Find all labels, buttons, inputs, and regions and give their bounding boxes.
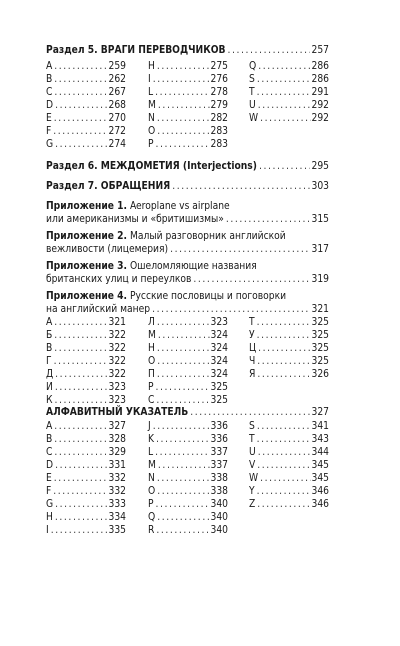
letter-page-number: 329 (108, 447, 126, 458)
alphabetical-index-letters (46, 420, 329, 540)
letter-label: M (148, 100, 156, 111)
appendix-4-letter-entry[interactable] (46, 329, 126, 342)
letter-page-number: 324 (210, 330, 228, 341)
index-letter-entry[interactable] (148, 485, 228, 498)
appendix-3-page: 319 (311, 274, 329, 285)
index-letter-entry[interactable] (249, 420, 329, 433)
letter-page-number: 324 (210, 343, 228, 354)
index-letter-entry[interactable] (148, 498, 228, 511)
appendix-4-letter-entry[interactable] (148, 381, 228, 394)
section-7-page: 303 (311, 181, 329, 192)
letter-page-number: 328 (108, 434, 126, 445)
letter-page-number: 279 (210, 100, 228, 111)
appendix-1-page: 315 (311, 214, 329, 225)
letter-page-number: 274 (108, 139, 126, 150)
letter-label: B (46, 434, 53, 445)
letter-label: W (249, 473, 259, 484)
letter-page-number: 286 (311, 74, 329, 85)
index-letter-entry[interactable] (148, 524, 228, 537)
letter-label: W (249, 113, 259, 124)
index-letter-entry[interactable] (249, 459, 329, 472)
section-5-letter-entry[interactable] (148, 112, 228, 125)
letter-label: D (46, 460, 54, 471)
index-letter-entry[interactable] (249, 472, 329, 485)
letter-label: L (148, 87, 154, 98)
appendix-4-letter-entry[interactable] (46, 368, 126, 381)
section-5-letter-entry[interactable] (46, 99, 126, 112)
letter-label: Я (249, 369, 256, 380)
letter-label: Д (46, 369, 54, 380)
appendix-3-title-line1: Ошеломляющие названия (129, 261, 257, 272)
letter-page-number: 343 (311, 434, 329, 445)
letter-label: G (46, 139, 54, 150)
letter-label: V (249, 460, 256, 471)
letter-label: I (46, 525, 49, 536)
appendix-4-letter-entry[interactable] (46, 342, 126, 355)
section-5-letter-entry[interactable] (148, 125, 228, 138)
letter-label: U (249, 100, 256, 111)
appendix-2-title-line2: вежливости (лицемерия) (46, 244, 169, 255)
letter-label: P (148, 139, 154, 150)
letter-page-number: 335 (108, 525, 126, 536)
index-letter-entry[interactable] (249, 433, 329, 446)
appendix-2-title-line1: Малый разговорник английской (129, 231, 286, 242)
toc-entry-appendix-1[interactable] (46, 200, 230, 213)
letter-label: У (249, 330, 255, 341)
appendix-4-letter-entry[interactable] (148, 329, 228, 342)
appendix-4-letter-entry[interactable] (249, 316, 329, 329)
section-5-letter-entry[interactable] (46, 86, 126, 99)
appendix-3-label: Приложение 3. (46, 261, 128, 272)
letter-page-number: 283 (210, 126, 228, 137)
letter-page-number: 338 (210, 486, 228, 497)
letter-page-number: 291 (311, 87, 329, 98)
letter-label: Q (249, 61, 257, 72)
section-5-letter-entry[interactable] (46, 125, 126, 138)
letter-label: E (46, 473, 52, 484)
letter-label: Т (249, 317, 255, 328)
index-letter-entry[interactable] (249, 498, 329, 511)
section-5-letter-entry[interactable] (148, 60, 228, 73)
letter-page-number: 321 (108, 317, 126, 328)
index-letter-entry[interactable] (46, 446, 126, 459)
index-letter-entry[interactable] (148, 433, 228, 446)
toc-entry-appendix-1-line2 (46, 213, 329, 226)
appendix-4-letter-entry[interactable] (46, 316, 126, 329)
appendix-4-label: Приложение 4. (46, 291, 128, 302)
appendix-4-letter-entry[interactable] (148, 342, 228, 355)
letter-label: M (148, 460, 156, 471)
letter-page-number: 340 (210, 512, 228, 523)
letter-label: H (148, 61, 155, 72)
appendix-4-letter-entry[interactable] (46, 355, 126, 368)
letter-label: N (148, 113, 155, 124)
letter-label: T (249, 87, 255, 98)
letter-label: P (148, 499, 154, 510)
section-5-letter-entry[interactable] (148, 73, 228, 86)
letter-label: И (46, 382, 53, 393)
letter-page-number: 341 (311, 421, 329, 432)
index-title: АЛФАВИТНЫЙ УКАЗАТЕЛЬ (46, 407, 189, 418)
letter-label: Л (148, 317, 155, 328)
letter-page-number: 270 (108, 113, 126, 124)
letter-page-number: 326 (311, 369, 329, 380)
index-letter-entry[interactable] (249, 485, 329, 498)
letter-page-number: 331 (108, 460, 126, 471)
index-letter-entry[interactable] (148, 459, 228, 472)
letter-label: A (46, 61, 53, 72)
index-letter-entry[interactable] (46, 433, 126, 446)
appendix-4-letter-index (46, 316, 329, 411)
appendix-4-letter-entry[interactable] (148, 355, 228, 368)
section-5-page: 257 (311, 45, 329, 56)
index-letter-entry[interactable] (46, 420, 126, 433)
letter-page-number: 292 (311, 100, 329, 111)
letter-label: E (46, 113, 52, 124)
letter-page-number: 333 (108, 499, 126, 510)
index-letter-entry[interactable] (46, 511, 126, 524)
section-6-title: Раздел 6. МЕЖДОМЕТИЯ (Interjections) (46, 161, 257, 172)
index-letter-entry[interactable] (46, 485, 126, 498)
letter-page-number: 325 (311, 317, 329, 328)
letter-page-number: 340 (210, 525, 228, 536)
toc-entry-appendix-3[interactable] (46, 260, 257, 273)
appendix-4-letter-entry[interactable] (249, 355, 329, 368)
letter-label: B (46, 74, 53, 85)
letter-page-number: 324 (210, 356, 228, 367)
letter-label: C (46, 87, 53, 98)
letter-page-number: 322 (108, 356, 126, 367)
section-5-letter-entry[interactable] (46, 73, 126, 86)
letter-page-number: 345 (311, 460, 329, 471)
appendix-4-title-line1: Русские пословицы и поговорки (129, 291, 287, 302)
letter-label: U (249, 447, 256, 458)
section-5-letter-entry[interactable] (249, 99, 329, 112)
letter-page-number: 336 (210, 434, 228, 445)
toc-entry-appendix-3-line2 (46, 273, 329, 286)
section-5-letter-entry[interactable] (148, 138, 228, 151)
toc-entry-appendix-4-line2 (46, 303, 329, 316)
letter-page-number: 334 (108, 512, 126, 523)
letter-page-number: 325 (311, 330, 329, 341)
appendix-4-letter-entry[interactable] (46, 381, 126, 394)
letter-label: Ц (249, 343, 257, 354)
index-letter-entry[interactable] (46, 524, 126, 537)
toc-entry-appendix-4[interactable] (46, 290, 286, 303)
letter-page-number: 323 (210, 317, 228, 328)
toc-entry-section-6[interactable] (46, 160, 329, 173)
index-page: 327 (311, 407, 329, 418)
letter-label: Q (148, 512, 156, 523)
letter-label: Н (148, 343, 155, 354)
index-letter-entry[interactable] (148, 420, 228, 433)
letter-page-number: 325 (311, 343, 329, 354)
letter-label: O (148, 486, 156, 497)
letter-label: S (249, 74, 255, 85)
toc-entry-section-5[interactable] (46, 44, 329, 57)
appendix-4-title-line2: на английский манер (46, 304, 151, 315)
letter-label: Р (148, 382, 154, 393)
letter-page-number: 337 (210, 460, 228, 471)
appendix-4-letter-entry[interactable] (249, 329, 329, 342)
letter-label: А (46, 317, 53, 328)
index-letter-entry[interactable] (249, 446, 329, 459)
letter-label: S (249, 421, 255, 432)
letter-label: D (46, 100, 54, 111)
letter-page-number: 276 (210, 74, 228, 85)
letter-page-number: 336 (210, 421, 228, 432)
letter-page-number: 346 (311, 499, 329, 510)
letter-label: К (46, 395, 53, 406)
letter-page-number: 268 (108, 100, 126, 111)
letter-page-number: 322 (108, 343, 126, 354)
index-letter-entry[interactable] (46, 498, 126, 511)
letter-label: М (148, 330, 156, 341)
appendix-4-letter-entry[interactable] (148, 316, 228, 329)
section-5-letter-entry[interactable] (148, 86, 228, 99)
letter-label: С (148, 395, 155, 406)
letter-page-number: 324 (210, 369, 228, 380)
letter-page-number: 323 (108, 382, 126, 393)
section-5-letter-index (46, 60, 329, 155)
appendix-4-letter-entry[interactable] (148, 368, 228, 381)
letter-label: K (148, 434, 155, 445)
index-letter-entry[interactable] (148, 511, 228, 524)
letter-label: R (148, 525, 155, 536)
letter-label: Ч (249, 356, 256, 367)
letter-page-number: 275 (210, 61, 228, 72)
section-5-letter-entry[interactable] (249, 86, 329, 99)
letter-label: N (148, 473, 155, 484)
letter-page-number: 340 (210, 499, 228, 510)
letter-page-number: 332 (108, 486, 126, 497)
letter-label: T (249, 434, 255, 445)
letter-label: Y (249, 486, 255, 497)
letter-label: О (148, 356, 156, 367)
letter-page-number: 325 (311, 356, 329, 367)
toc-entry-appendix-2[interactable] (46, 230, 286, 243)
letter-page-number: 338 (210, 473, 228, 484)
section-5-letter-entry[interactable] (46, 60, 126, 73)
letter-page-number: 344 (311, 447, 329, 458)
toc-entry-alphabetical-index[interactable] (46, 406, 329, 419)
letter-label: C (46, 447, 53, 458)
letter-page-number: 272 (108, 126, 126, 137)
section-5-letter-entry[interactable] (46, 138, 126, 151)
appendix-1-label: Приложение 1. (46, 201, 128, 212)
letter-page-number: 292 (311, 113, 329, 124)
letter-label: H (46, 512, 53, 523)
index-letter-entry[interactable] (46, 459, 126, 472)
letter-page-number: 282 (210, 113, 228, 124)
appendix-3-title-line2: британских улиц и переулков (46, 274, 192, 285)
letter-page-number: 283 (210, 139, 228, 150)
letter-label: A (46, 421, 53, 432)
section-6-page: 295 (311, 161, 329, 172)
letter-label: Г (46, 356, 52, 367)
section-5-letter-entry[interactable] (249, 73, 329, 86)
appendix-4-letter-entry[interactable] (249, 368, 329, 381)
section-5-letter-entry[interactable] (249, 60, 329, 73)
letter-label: В (46, 343, 53, 354)
index-letter-entry[interactable] (148, 446, 228, 459)
section-5-title: Раздел 5. ВРАГИ ПЕРЕВОДЧИКОВ (46, 45, 226, 56)
letter-page-number: 262 (108, 74, 126, 85)
letter-page-number: 322 (108, 369, 126, 380)
section-5-letter-entry[interactable] (46, 112, 126, 125)
index-letter-entry[interactable] (148, 472, 228, 485)
letter-label: П (148, 369, 155, 380)
letter-label: J (148, 421, 151, 432)
section-5-letter-entry[interactable] (148, 99, 228, 112)
appendix-2-label: Приложение 2. (46, 231, 128, 242)
letter-page-number: 346 (311, 486, 329, 497)
appendix-1-title-line1: Aeroplane vs airplane (129, 201, 230, 212)
letter-page-number: 345 (311, 473, 329, 484)
letter-page-number: 278 (210, 87, 228, 98)
letter-label: F (46, 126, 52, 137)
toc-entry-section-7[interactable] (46, 180, 329, 193)
letter-page-number: 325 (210, 382, 228, 393)
letter-page-number: 322 (108, 330, 126, 341)
appendix-4-page: 321 (311, 304, 329, 315)
section-7-title: Раздел 7. ОБРАЩЕНИЯ (46, 181, 171, 192)
letter-page-number: 267 (108, 87, 126, 98)
letter-label: O (148, 126, 156, 137)
letter-page-number: 327 (108, 421, 126, 432)
letter-page-number: 337 (210, 447, 228, 458)
letter-label: L (148, 447, 154, 458)
letter-label: Б (46, 330, 53, 341)
appendix-4-letter-entry[interactable] (249, 342, 329, 355)
letter-page-number: 259 (108, 61, 126, 72)
letter-label: Z (249, 499, 256, 510)
letter-label: G (46, 499, 54, 510)
letter-page-number: 286 (311, 61, 329, 72)
appendix-1-title-line2: или американизмы и «бритишизмы» (46, 214, 224, 225)
letter-label: F (46, 486, 52, 497)
letter-page-number: 323 (108, 395, 126, 406)
letter-label: I (148, 74, 151, 85)
index-letter-entry[interactable] (46, 472, 126, 485)
letter-page-number: 325 (210, 395, 228, 406)
toc-entry-appendix-2-line2 (46, 243, 329, 256)
letter-page-number: 332 (108, 473, 126, 484)
section-5-letter-entry[interactable] (249, 112, 329, 125)
appendix-2-page: 317 (311, 244, 329, 255)
